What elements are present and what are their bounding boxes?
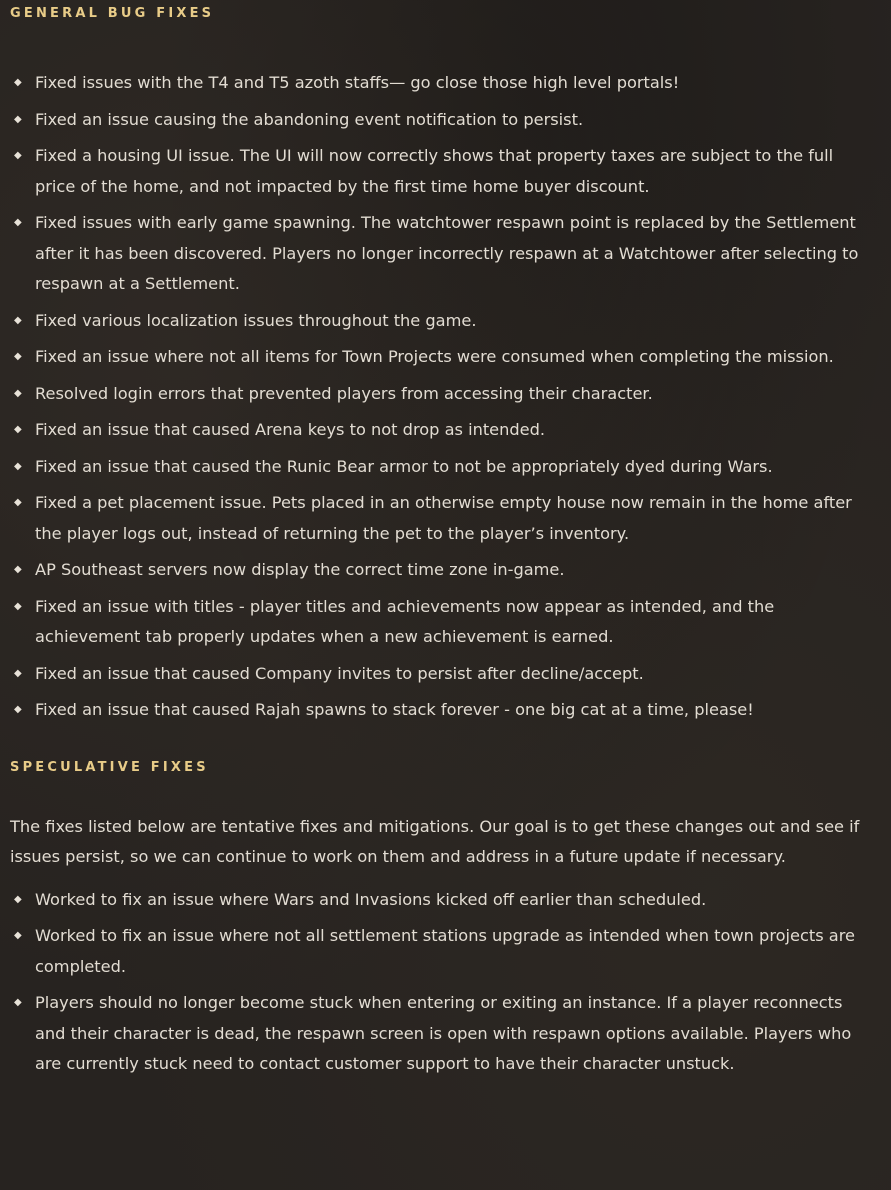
list-item-text: Fixed issues with early game spawning. The watchtower respawn point is replaced by the Settlement after it has been discovered. Players no longer incorrectly respawn at a Watchtower after selecting to respawn at a Settlement. <box>35 213 859 293</box>
diamond-bullet-icon: ◆ <box>14 460 22 472</box>
list-item-text: Fixed an issue that caused the Runic Bear armor to not be appropriately dyed during Wars. <box>35 456 773 476</box>
list-item-text: Resolved login errors that prevented players from accessing their character. <box>35 383 653 403</box>
list-item <box>10 141 875 202</box>
diamond-bullet-icon: ◆ <box>14 387 22 399</box>
speculative-fixes-list <box>10 885 875 1080</box>
diamond-bullet-icon: ◆ <box>14 667 22 679</box>
diamond-bullet-icon: ◆ <box>14 497 22 508</box>
list-item <box>10 306 875 337</box>
list-item <box>10 415 875 446</box>
list-item <box>10 68 875 99</box>
list-item-text: Fixed a housing UI issue. The UI will now correctly shows that property taxes are subject to the full price of the home, and not impacted by the first time home buyer discount. <box>35 146 834 196</box>
list-item-text: Fixed an issue causing the abandoning event notification to persist. <box>35 109 584 129</box>
list-item <box>10 885 875 916</box>
list-item <box>10 659 875 690</box>
list-item <box>10 592 875 653</box>
diamond-bullet-icon: ◆ <box>14 564 22 575</box>
list-item-text: Worked to fix an issue where Wars and Invasions kicked off earlier than scheduled. <box>35 889 707 909</box>
diamond-bullet-icon: ◆ <box>14 930 22 941</box>
list-item-text: Fixed an issue that caused Company invites to persist after decline/accept. <box>35 663 644 683</box>
list-item-text: Fixed an issue with titles - player titles and achievements now appear as intended, and the achievement tab properly updates when a new achievement is earned. <box>35 596 775 646</box>
list-item <box>10 695 875 726</box>
diamond-bullet-icon: ◆ <box>14 424 22 435</box>
general-bug-fixes-heading: GENERAL BUG FIXES <box>10 6 215 21</box>
diamond-bullet-icon: ◆ <box>14 314 22 326</box>
list-item <box>10 452 875 483</box>
list-item-text: Fixed an issue that caused Rajah spawns to stack forever - one big cat at a time, please! <box>35 700 754 719</box>
list-item <box>10 379 875 410</box>
diamond-bullet-icon: ◆ <box>14 997 22 1008</box>
list-item <box>10 488 875 549</box>
list-item <box>10 105 875 136</box>
diamond-bullet-icon: ◆ <box>14 113 22 125</box>
list-item <box>10 555 875 586</box>
general-bug-fixes-list <box>10 68 875 726</box>
diamond-bullet-icon: ◆ <box>14 351 22 362</box>
list-item <box>10 342 875 373</box>
diamond-bullet-icon: ◆ <box>14 150 22 161</box>
list-item-text: Fixed various localization issues throughout the game. <box>35 310 477 330</box>
list-item-text: Worked to fix an issue where not all settlement stations upgrade as intended when town projects are completed. <box>35 926 855 976</box>
list-item-text: Fixed issues with the T4 and T5 azoth staffs— go close those high level portals! <box>35 73 680 92</box>
list-item-text: AP Southeast servers now display the correct time zone in-game. <box>35 560 565 579</box>
list-item <box>10 208 875 300</box>
list-item <box>10 921 875 982</box>
list-item-text: Players should no longer become stuck when entering or exiting an instance. If a player reconnects and their character is dead, the respawn screen is open with respawn options available. Players who are currently stuck need to contact customer support to have their character unstuck. <box>35 993 852 1073</box>
diamond-bullet-icon: ◆ <box>14 704 22 715</box>
speculative-fixes-heading: SPECULATIVE FIXES <box>10 759 209 775</box>
list-item <box>10 988 875 1080</box>
list-item-text: Fixed an issue where not all items for Town Projects were consumed when completing the mission. <box>35 347 834 366</box>
diamond-bullet-icon: ◆ <box>14 600 22 612</box>
list-item-text: Fixed an issue that caused Arena keys to not drop as intended. <box>35 420 546 439</box>
diamond-bullet-icon: ◆ <box>14 77 22 88</box>
diamond-bullet-icon: ◆ <box>14 217 22 228</box>
speculative-fixes-intro: The fixes listed below are tentative fixes and mitigations. Our goal is to get these changes out and see if issues persist, so we can continue to work on them and address in a future update if necessary. <box>10 816 860 866</box>
list-item-text: Fixed a pet placement issue. Pets placed in an otherwise empty house now remain in the home after the player logs out, instead of returning the pet to the player’s inventory. <box>35 493 852 543</box>
diamond-bullet-icon: ◆ <box>14 893 22 905</box>
